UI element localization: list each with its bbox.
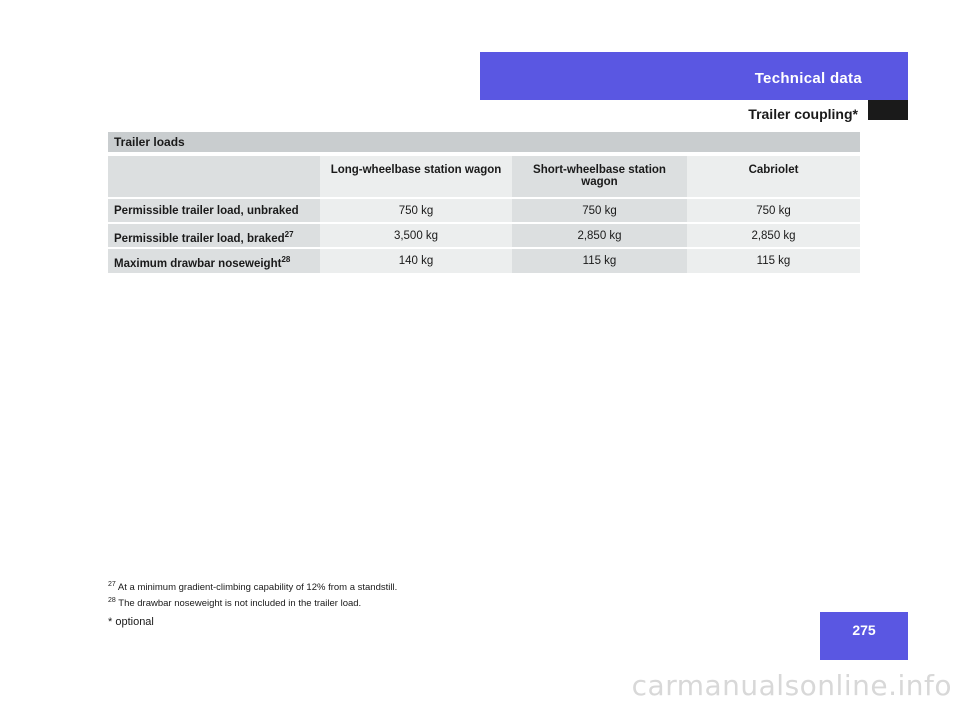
footnote-ref: 27 <box>284 230 294 239</box>
row-label: Permissible trailer load, braked$^{27}$ <box>108 223 320 248</box>
table-row <box>108 198 860 223</box>
column-header: Short-wheelbase station wagon <box>512 156 687 198</box>
page-number: 275 <box>852 622 876 638</box>
optional-note: * optional <box>108 616 154 628</box>
row-label: Maximum drawbar noseweight$^{28}$ <box>108 248 320 273</box>
column-header: Cabriolet <box>687 156 860 198</box>
table-cell: 750 kg <box>320 198 512 223</box>
section-tab-marker <box>868 100 908 120</box>
page-number-box <box>820 612 908 660</box>
table-cell: 2,850 kg <box>512 223 687 248</box>
table-cell: 2,850 kg <box>687 223 860 248</box>
section-title: Technical data <box>754 70 862 87</box>
section-header-band <box>480 52 908 100</box>
watermark: carmanualsonline.info <box>631 669 952 702</box>
table-cell: 750 kg <box>687 198 860 223</box>
subsection-title: Trailer coupling* <box>748 106 858 122</box>
trailer-loads-table <box>108 132 860 273</box>
table-cell: 115 kg <box>687 248 860 273</box>
table-cell: 115 kg <box>512 248 687 273</box>
table-cell: 750 kg <box>512 198 687 223</box>
table-row <box>108 223 860 248</box>
footnote-ref: 28 <box>281 255 291 264</box>
table-title: Trailer loads <box>108 132 860 152</box>
footnotes <box>108 578 397 610</box>
table-corner-cell <box>108 156 320 198</box>
footnote: $^{28}$ The drawbar noseweight is not included in the trailer load. <box>108 597 362 610</box>
table-cell: 140 kg <box>320 248 512 273</box>
table-row <box>108 248 860 273</box>
footnote: $^{27}$ At a minimum gradient-climbing capability of 12% from a standstill. <box>108 581 398 594</box>
row-label: Permissible trailer load, unbraked <box>108 198 320 223</box>
table-cell: 3,500 kg <box>320 223 512 248</box>
column-header: Long-wheelbase station wagon <box>320 156 512 198</box>
